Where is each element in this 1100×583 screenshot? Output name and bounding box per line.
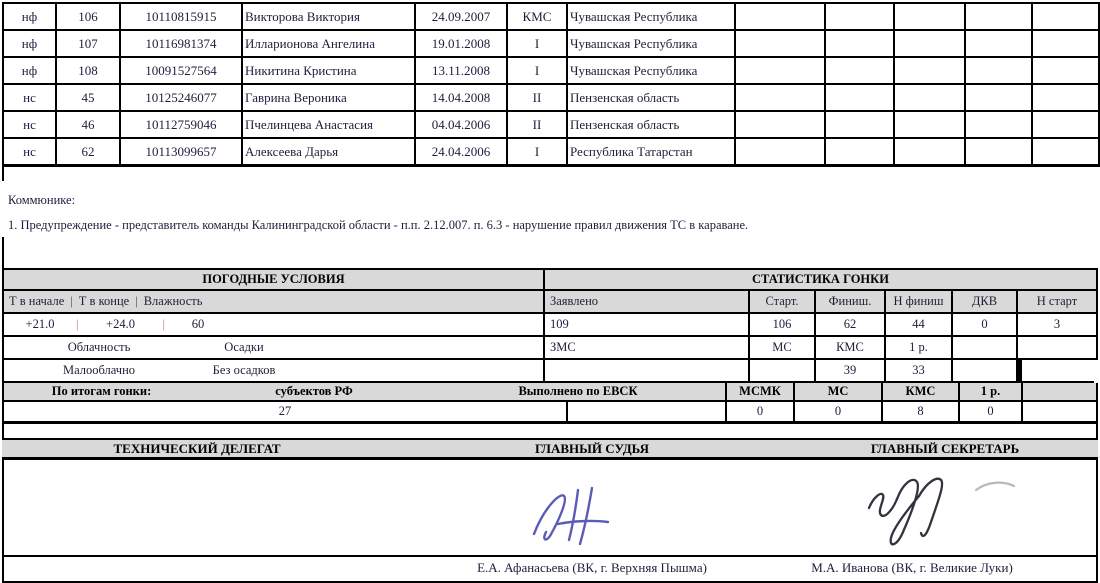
signature-area [2,460,1098,555]
empty-cell [1032,3,1099,30]
results-label: По итогам гонки: [51,384,152,398]
technical-delegate-title: ТЕХНИЧЕСКИЙ ДЕЛЕГАТ [113,440,281,456]
rider-status: нф [3,3,56,30]
finished-count: 39 [816,360,886,383]
rider-uci-id: 10110815915 [120,3,242,30]
rider-region: Пензенская область [567,84,735,111]
empty-cell [953,360,1018,383]
separator: | [70,294,73,308]
empty-cell [1032,138,1099,166]
rider-birthdate: 24.04.2006 [415,138,507,166]
rider-region: Чувашская Республика [567,3,735,30]
cloud-precip-values-cell [4,360,545,383]
subjects-label: субъектов РФ [275,384,353,398]
rider-rank: КМС [507,3,567,30]
rider-status: нс [3,84,56,111]
rider-name: Пчелинцева Анастасия [242,111,415,138]
officials-names-row [2,555,1098,583]
cloud-values-row [4,360,1096,383]
border-gap [1094,360,1098,383]
separator: | [76,317,79,331]
empty-cell [825,57,894,84]
rider-name: Алексеева Дарья [242,138,415,166]
rider-rank: I [507,57,567,84]
rider-status: нф [3,30,56,57]
rider-uci-id: 10113099657 [120,138,242,166]
table-row [3,138,1099,166]
evsk-col-1r: 1 р. [960,383,1023,402]
table-row [3,30,1099,57]
table-row [3,111,1099,138]
table-row [3,57,1099,84]
rider-bib: 46 [56,111,120,138]
not-started-value: 3 [1018,314,1096,337]
cloud-precip-labels-cell [4,337,545,360]
broken-border-cell [1018,360,1096,383]
empty-cell [735,84,825,111]
empty-cell [1018,337,1096,360]
empty-cell [545,360,750,383]
evsk-msmk-value: 0 [727,402,795,421]
rider-status: нс [3,111,56,138]
empty-cell [1032,30,1099,57]
rider-region: Чувашская Республика [567,57,735,84]
communique-title: Коммюнике: [8,193,76,207]
secretary-signature [859,472,979,552]
col-dkv: ДКВ [953,291,1018,314]
spacer-row [2,424,1098,438]
rider-uci-id: 10125246077 [120,84,242,111]
empty-cell [965,3,1032,30]
left-border-segment [2,237,4,268]
rider-bib: 108 [56,57,120,84]
rider-uci-id: 10116981374 [120,30,242,57]
judge-name: Е.А. Афанасьева (ВК, г. Верхняя Пышма) [477,560,707,575]
rider-birthdate: 14.04.2008 [415,84,507,111]
rider-region: Пензенская область [567,111,735,138]
rider-name: Гаврина Вероника [242,84,415,111]
officials-section [2,438,1098,583]
empty-cell [825,30,894,57]
rider-bib: 45 [56,84,120,111]
started-value: 106 [750,314,816,337]
rider-name: Викторова Виктория [242,3,415,30]
left-border-segment [2,155,4,181]
temp-end-label: Т в конце [78,294,130,308]
empty-cell [965,138,1032,166]
precipitation-label: Осадки [224,340,264,354]
not-finished-count: 33 [886,360,953,383]
empty-cell [735,57,825,84]
rider-name: Никитина Кристина [242,57,415,84]
temp-header-cell [4,291,545,314]
stats-header-row [4,291,1096,314]
evsk-ms-value: 0 [795,402,883,421]
rider-status: нф [3,57,56,84]
chief-secretary-title: ГЛАВНЫЙ СЕКРЕТАРЬ [870,440,1020,456]
empty-cell [1032,84,1099,111]
empty-cell [894,111,965,138]
empty-cell [965,57,1032,84]
evsk-col-msmk: МСМК [727,383,795,402]
empty-cell [965,111,1032,138]
rider-bib: 106 [56,3,120,30]
empty-cell [735,111,825,138]
results-header-row [4,383,1096,402]
judge-signature [522,484,622,550]
empty-cell [894,57,965,84]
rider-bib: 62 [56,138,120,166]
table-row [3,3,1099,30]
col-start: Старт. [750,291,816,314]
secretary-name: М.А. Иванова (ВК, г. Великие Луки) [811,560,1013,575]
empty-cell [568,402,727,421]
weather-title: ПОГОДНЫЕ УСЛОВИЯ [4,270,545,291]
rider-uci-id: 10112759046 [120,111,242,138]
empty-cell [735,3,825,30]
rider-status: нс [3,138,56,166]
results-labels-cell [4,383,727,402]
evsk-label: Выполнено по ЕВСК [518,384,638,398]
rider-rank: II [507,111,567,138]
rider-birthdate: 19.01.2008 [415,30,507,57]
rider-bib: 107 [56,30,120,57]
rider-birthdate: 13.11.2008 [415,57,507,84]
rider-birthdate: 04.04.2006 [415,111,507,138]
race-stats-title: СТАТИСТИКА ГОНКИ [545,270,1096,291]
communique-item: 1. Предупреждение - представитель команды Калининградской области - п.п. 2.12.007. п. 6.3 - нарушение правил движения ТС в караване. [8,218,749,232]
cloud-labels-row [4,337,1096,360]
rank-1r: 1 р. [886,337,953,360]
rider-region: Чувашская Республика [567,30,735,57]
temp-end-value: +24.0 [106,317,135,331]
empty-cell [825,84,894,111]
evsk-col-ms: МС [795,383,883,402]
rider-rank: I [507,138,567,166]
temp-start-label: Т в начале [9,294,65,308]
evsk-col-kms: КМС [883,383,960,402]
weather-stats-table [2,268,1098,424]
officials-header-row [2,438,1098,460]
precipitation-value: Без осадков [212,363,276,377]
temp-values-cell [4,314,545,337]
col-not-finished: Н финиш [886,291,953,314]
empty-cell [750,360,816,383]
declared-value: 109 [545,314,750,337]
humidity-label: Влажность [143,294,203,308]
not-finished-value: 44 [886,314,953,337]
empty-cell [1023,402,1096,421]
pen-mark [974,478,1018,494]
dkv-value: 0 [953,314,1018,337]
empty-cell [1032,57,1099,84]
rank-ms: МС [750,337,816,360]
rider-birthdate: 24.09.2007 [415,3,507,30]
separator: | [162,317,166,331]
empty-cell [953,337,1018,360]
subjects-count: 27 [4,402,568,421]
empty-cell [1023,383,1096,402]
rider-uci-id: 10091527564 [120,57,242,84]
empty-cell [894,30,965,57]
empty-cell [965,84,1032,111]
rider-region: Республика Татарстан [567,138,735,166]
col-finish: Финиш. [816,291,886,314]
empty-cell [894,84,965,111]
empty-cell [965,30,1032,57]
stats-title-row [4,270,1096,291]
empty-cell [825,111,894,138]
declared-label: Заявлено [545,291,750,314]
rider-rank: II [507,84,567,111]
empty-cell [825,3,894,30]
rank-kms: КМС [816,337,886,360]
col-not-started: Н старт [1018,291,1096,314]
temp-start-value: +21.0 [25,317,55,331]
empty-cell [735,30,825,57]
chief-judge-title: ГЛАВНЫЙ СУДЬЯ [535,440,649,456]
rider-rank: I [507,30,567,57]
empty-cell [894,3,965,30]
empty-cell [735,138,825,166]
humidity-value: 60 [191,317,205,331]
empty-cell [825,138,894,166]
stats-values-row [4,314,1096,337]
finished-value: 62 [816,314,886,337]
evsk-kms-value: 8 [883,402,960,421]
evsk-1r-value: 0 [960,402,1023,421]
riders-table [2,2,1100,167]
empty-cell [894,138,965,166]
rider-name: Илларионова Ангелина [242,30,415,57]
cloudiness-value: Малооблачно [62,363,136,377]
cloudiness-label: Облачность [67,340,131,354]
rank-declared: ЗМС [545,337,750,360]
empty-cell [1032,111,1099,138]
table-row [3,84,1099,111]
results-values-row [4,402,1096,421]
separator: | [135,294,138,308]
